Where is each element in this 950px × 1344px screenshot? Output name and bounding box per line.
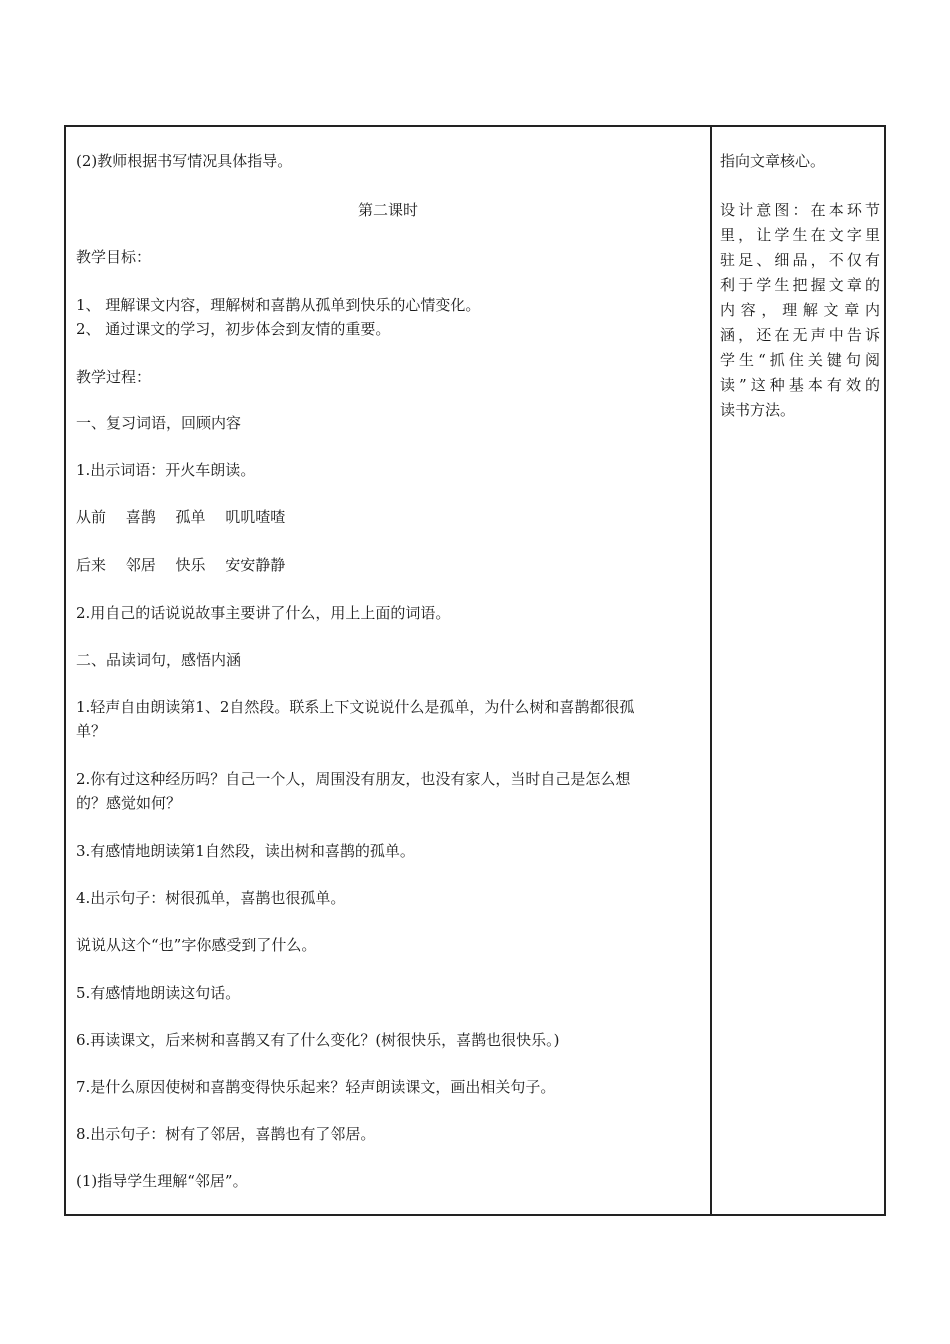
section-heading-review: 一、复习词语，回顾内容 bbox=[76, 414, 242, 432]
design-intent-line: 里，让学生在文字里 bbox=[720, 226, 880, 244]
section-heading-reading: 二、品读词句，感悟内涵 bbox=[76, 651, 242, 669]
note-core: 指向文章核心。 bbox=[720, 152, 826, 170]
step-text: 3.有感情地朗读第1自然段，读出树和喜鹊的孤单。 bbox=[76, 842, 415, 860]
step-text: (1)指导学生理解“邻居”。 bbox=[76, 1172, 248, 1190]
vocabulary-row-2: 后来 邻居 快乐 安安静静 bbox=[76, 556, 286, 574]
design-intent-line: 设计意图：在本环节 bbox=[720, 201, 880, 219]
step-text: 5.有感情地朗读这句话。 bbox=[76, 984, 241, 1002]
step-instruction: (2)教师根据书写情况具体指导。 bbox=[76, 152, 293, 170]
process-heading: 教学过程： bbox=[76, 368, 152, 386]
step-text: 4.出示句子：树很孤单，喜鹊也很孤单。 bbox=[76, 889, 346, 907]
step-text: 6.再读课文，后来树和喜鹊又有了什么变化？(树很快乐，喜鹊也很快乐。) bbox=[76, 1031, 560, 1049]
step-text: 2.你有过这种经历吗？自己一个人，周围没有朋友，也没有家人，当时自己是怎么想 bbox=[76, 770, 631, 788]
step-text: 说说从这个“也”字你感受到了什么。 bbox=[76, 936, 317, 954]
step-text: 8.出示句子：树有了邻居，喜鹊也有了邻居。 bbox=[76, 1125, 376, 1143]
step-text: 2.用自己的话说说故事主要讲了什么，用上上面的词语。 bbox=[76, 604, 451, 622]
step-text-continued: 单？ bbox=[76, 722, 107, 740]
step-text: 7.是什么原因使树和喜鹊变得快乐起来？轻声朗读课文，画出相关句子。 bbox=[76, 1078, 556, 1096]
design-intent-line: 学生“抓住关键句阅 bbox=[720, 351, 880, 369]
vocabulary-row-1: 从前 喜鹊 孤单 叽叽喳喳 bbox=[76, 508, 286, 526]
step-text: 1.出示词语：开火车朗读。 bbox=[76, 461, 256, 479]
design-intent-line: 内容，理解文章内 bbox=[720, 301, 880, 319]
step-text: 1.轻声自由朗读第1、2自然段。联系上下文说说什么是孤单，为什么树和喜鹊都很孤 bbox=[76, 698, 635, 716]
design-intent-line: 利于学生把握文章的 bbox=[720, 276, 880, 294]
step-text-continued: 的？感觉如何？ bbox=[76, 794, 182, 812]
objective-2: 2、 通过课文的学习，初步体会到友情的重要。 bbox=[76, 320, 391, 338]
objectives-heading: 教学目标： bbox=[76, 248, 152, 266]
column-divider bbox=[710, 127, 712, 1214]
objective-1: 1、 理解课文内容，理解树和喜鹊从孤单到快乐的心情变化。 bbox=[76, 296, 481, 314]
design-intent-line: 涵，还在无声中告诉 bbox=[720, 326, 880, 344]
design-intent-line: 驻足、细品，不仅有 bbox=[720, 251, 880, 269]
lesson-plan-table bbox=[64, 125, 886, 1216]
design-intent-line: 读书方法。 bbox=[720, 401, 796, 419]
design-intent-line: 读”这种基本有效的 bbox=[720, 376, 880, 394]
lesson-period-heading: 第二课时 bbox=[357, 201, 418, 219]
